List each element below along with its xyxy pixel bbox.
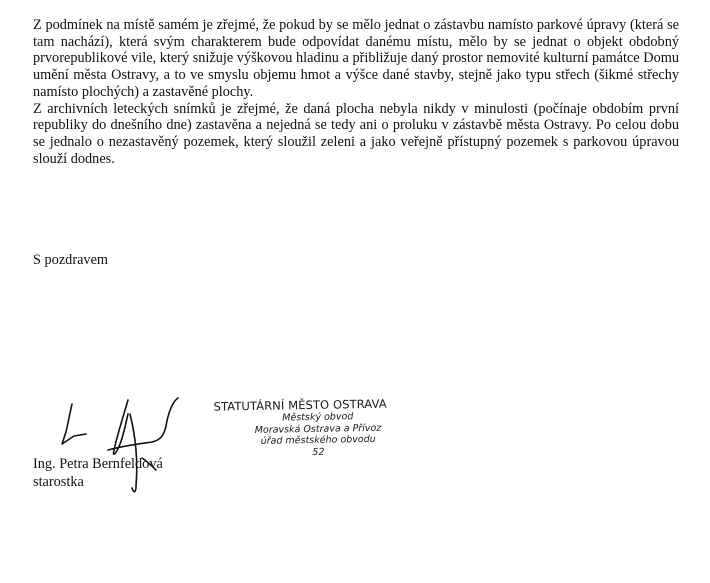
stamp-line-1: Městský obvod: [282, 411, 354, 424]
stamp-line-3: úřad městského obvodu: [260, 433, 376, 447]
signatory-name: Ing. Petra Bernfeldová: [33, 456, 163, 472]
official-stamp: [213, 396, 404, 459]
stamp-number: 52: [312, 446, 325, 458]
signatory-block: [33, 455, 163, 491]
paragraph-1: Z podmínek na místě samém je zřejmé, že pokud by se mělo jednat o zástavbu namísto parkové úpravy (která se tam nachází), která svým charakterem bude odpovídat danému místu, mělo by se jednat o objekt obdobný prvorepublikové vile, který snižuje výškovou hladinu a přibližuje daný prostor nemovité kulturní památce Domu umění města Ostravy, a to ve smyslu objemu hmot a výšce dané stavby, stejně jako typu střech (šikmé střechy namísto plochých) a zastavěné plochy.: [33, 17, 679, 100]
closing-salutation: S pozdravem: [33, 252, 109, 268]
stamp-title: STATUTÁRNÍ MĚSTO OSTRAVA: [213, 396, 387, 414]
stamp-line-2: Moravská Ostrava a Přívoz: [254, 422, 382, 436]
paragraph-2: Z archivních leteckých snímků je zřejmé, že daná plocha nebyla nikdy v minulosti (počínaje obdobím první republiky do dnešního dne) zastavěna a nejedná se tedy ani o proluku v zástavbě města Ostravy. Po celou dobu se jednalo o nezastavěný pozemek, který sloužil zeleni a jako veřejně přístupný pozemek s parkovou úpravou slouží dodnes.: [33, 100, 679, 167]
signatory-title: starostka: [33, 474, 84, 490]
letter-body: [33, 17, 679, 167]
